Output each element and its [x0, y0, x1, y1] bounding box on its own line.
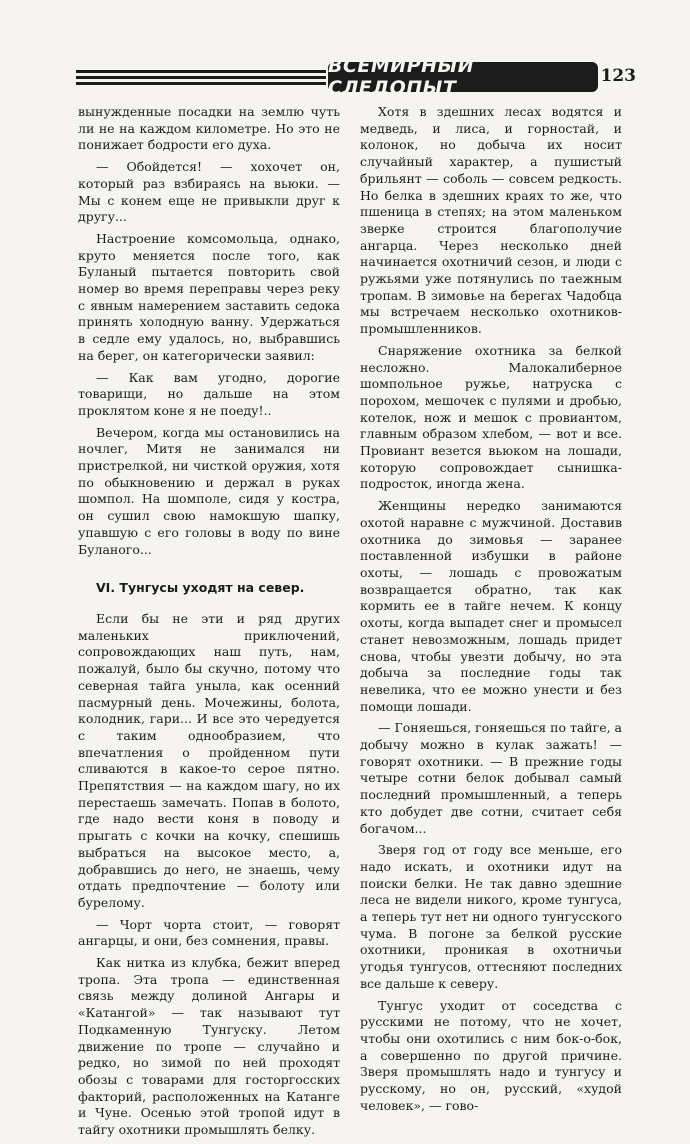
- paragraph: — Чорт чорта стоит, — говорят ангарцы, и они, без сомнения, правы.: [78, 916, 340, 949]
- paragraph: Зверя год от году все меньше, его надо искать, и охотники идут на поиски белки. Не так давно здешние леса не видели никого, кроме тунгуса, а теперь тут нет ни одного тунгусского чума. В погоне за белкой русские охотники, проникая в охотничьи угодья тунгусов, оттесняют последних все дальше к северу.: [360, 842, 622, 991]
- paragraph: Тунгус уходит от соседства с русскими не потому, что не хочет, чтобы они охотились с ним бок-о-бок, а совершенно по другой причине. Зверя промышлять надо и тунгусу и русскому, но он, русский, «худой человек», — гово-: [360, 997, 622, 1113]
- right-column: [360, 104, 622, 1119]
- paragraph: — Гоняешься, гоняешься по тайге, а добычу можно в кулак зажать! — говорят охотники. — В прежние годы четыре сотни белок добывал самый последний промышленный, а теперь кто добудет две сотни, считает себя богачом...: [360, 720, 623, 836]
- section-heading: VI. Тунгусы уходят на север.: [96, 580, 305, 596]
- header-rule: [76, 76, 326, 79]
- paragraph: Вечером, когда мы остановились на ночлег, Митя не занимался ни пристрелкой, ни чисткой оружия, хотя по обыкновению и держал в руках шомпол. На шомполе, сидя у костра, он сушил свою намокшую шапку, упавшую с его головы в воду по вине Буланого...: [78, 424, 340, 557]
- paragraph: Настроение комсомольца, однако, круто меняется после того, как Буланый пытается повторить свой номер во время переправы через реку с явным намерением заставить седока принять холодную ванну. Удержаться в седле ему удалось, но, выбравшись на берег, он категорически заявил:: [78, 230, 340, 363]
- magazine-title: ВСЕМИРНЫЙ СЛЕДОПЫТ: [328, 62, 598, 92]
- paragraph: — Как вам угодно, дорогие товарищи, но дальше на этом проклятом коне я не поеду!..: [78, 369, 340, 418]
- paragraph: вынужденные посадки на землю чуть ли не на каждом километре. Но это не понижает бодрости его духа.: [78, 104, 340, 153]
- paragraph: Снаряжение охотника за белкой несложно. Малокалиберное шомпольное ружье, натруска с порохом, мешочек с пулями и дробью, котелок, нож и мешок с провиантом, главным образом хлебом, — вот и все. Провиант везется вьюком на лошади, которую сопровождает сынишка-подросток, иногда жена.: [360, 342, 622, 492]
- header-rule: [76, 82, 326, 85]
- page-header: [76, 55, 636, 99]
- paragraph: Как нитка из клубка, бежит вперед тропа. Эта тропа — единственная связь между долиной Ангары и «Катангой» — так называют тут Подкаменную Тунгуску. Летом движение по тропе — случайно и редко, но зимой по ней проходят обозы с товарами для госторгосских факторий, расположенных на Катанге и Чуне. Осенью этой тропой идут в тайгу охотники промышлять белку.: [78, 955, 340, 1138]
- header-rule: [76, 70, 326, 73]
- paragraph: — Обойдется! — хохочет он, который раз взбираясь на вьюки. — Мы с конем еще не привыкли друг к другу...: [78, 159, 340, 225]
- paragraph: Хотя в здешних лесах водятся и медведь, и лиса, и горностай, и колонок, но добыча их носит случайный характер, а пушистый брильянт — соболь — совсем редкость. Но белка в здешних краях то же, что пшеница в степях; на этом маленьком зверке строится благополучие ангарца. Через несколько дней начинается охотничий сезон, и люди с ружьями уже потянулись по таежным тропам. В зимовье на берегах Чадобца мы встречаем несколько охотников-промышленников.: [360, 104, 622, 337]
- page-number: 123: [600, 66, 636, 86]
- left-column: [78, 104, 340, 1144]
- paragraph: Женщины нередко занимаются охотой наравне с мужчиной. Доставив охотника до зимовья — заранее поставленной избушки в районе охоты, — лошадь с провожатым возвращается обратно, так как кормить ее в тайге нечем. К концу охоты, когда выпадет снег и промысел станет невозможным, лошадь придет снова, чтобы увезти добычу, но эта добыча за последние годы так невелика, что ее можно унести и без помощи лошади.: [360, 498, 622, 714]
- paragraph: Если бы не эти и ряд других маленьких приключений, сопровождающих наш путь, нам, пожалуй, было бы скучно, потому что северная тайга уныла, как осенний пасмурный день. Мочежины, болота, колодник, гари... И все это чередуется с таким однообразием, что впечатления о пройденном пути сливаются в какое-то серое пятно. Препятствия — на каждом шагу, но их перестаешь замечать. Попав в болото, где надо вести коня в поводу и прыгать с кочки на кочку, спешишь выбраться на высокое место, а, добравшись до него, не знаешь, чему отдать предпочтение — болоту или бурелому.: [78, 610, 340, 910]
